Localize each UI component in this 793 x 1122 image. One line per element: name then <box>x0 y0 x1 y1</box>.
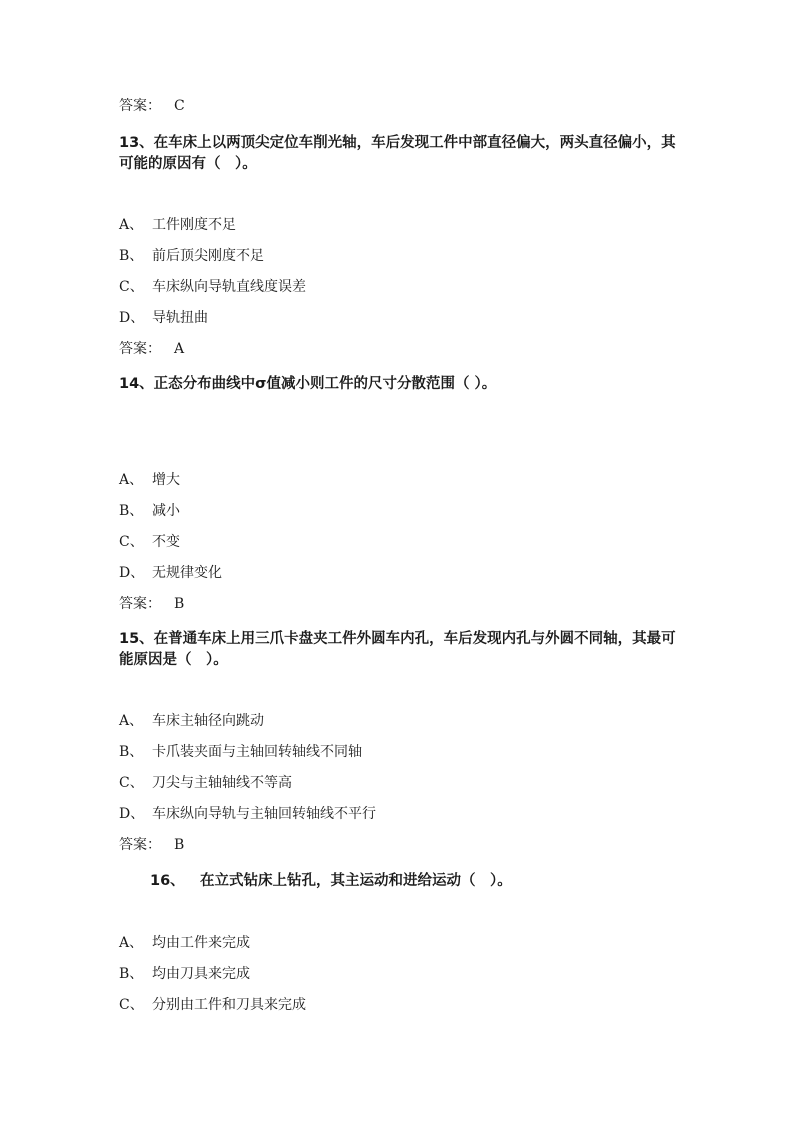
answer-label: 答案： <box>119 596 161 612</box>
option-text: 工件刚度不足 <box>152 217 236 233</box>
option-letter: A、 <box>119 472 144 488</box>
option-text: 刀尖与主轴轴线不等高 <box>152 775 292 791</box>
option-text: 车床纵向导轨直线度误差 <box>152 279 306 295</box>
option-letter: B、 <box>119 744 144 760</box>
question-13: 13、在车床上以两顶尖定位车削光轴，车后发现工件中部直径偏大，两头直径偏小，其可能的原因有（ ）。 <box>119 135 676 172</box>
question-number: 16、 <box>150 873 185 889</box>
q14-option-a <box>119 470 180 490</box>
option-text: 减小 <box>152 503 180 519</box>
answer-value: C <box>174 98 185 114</box>
option-letter: A、 <box>119 713 144 729</box>
option-text: 卡爪装夹面与主轴回转轴线不同轴 <box>152 744 362 760</box>
option-text: 不变 <box>152 534 180 550</box>
q16-option-a <box>119 933 250 953</box>
option-text: 均由刀具来完成 <box>152 966 250 982</box>
option-letter: D、 <box>119 565 145 581</box>
q16-option-c <box>119 995 306 1015</box>
answer-value: B <box>174 596 185 612</box>
q14-option-b <box>119 501 180 521</box>
q15-option-a <box>119 711 264 731</box>
q14-option-d <box>119 563 222 583</box>
q13-option-d <box>119 308 208 328</box>
option-letter: C、 <box>119 997 144 1013</box>
option-letter: B、 <box>119 248 144 264</box>
answer-label: 答案： <box>119 341 161 357</box>
q15-option-c <box>119 773 292 793</box>
answer-line-13 <box>119 339 184 359</box>
option-letter: C、 <box>119 775 144 791</box>
option-letter: C、 <box>119 279 144 295</box>
q14-option-c <box>119 532 180 552</box>
option-letter: B、 <box>119 503 144 519</box>
option-text: 导轨扭曲 <box>152 310 208 326</box>
option-text: 分别由工件和刀具来完成 <box>152 997 306 1013</box>
option-letter: D、 <box>119 806 145 822</box>
q15-option-d <box>119 804 376 824</box>
q13-option-c <box>119 277 306 297</box>
answer-value: A <box>174 341 185 357</box>
answer-value: B <box>174 837 185 853</box>
answer-label: 答案： <box>119 98 161 114</box>
option-text: 前后顶尖刚度不足 <box>152 248 264 264</box>
q15-option-b <box>119 742 362 762</box>
q13-option-b <box>119 246 264 266</box>
q16-option-b <box>119 964 250 984</box>
option-text: 均由工件来完成 <box>152 935 250 951</box>
option-letter: A、 <box>119 217 144 233</box>
answer-label: 答案： <box>119 837 161 853</box>
option-text: 无规律变化 <box>152 565 222 581</box>
option-text: 增大 <box>152 472 180 488</box>
option-letter: C、 <box>119 534 144 550</box>
option-text: 车床主轴径向跳动 <box>152 713 264 729</box>
option-letter: D、 <box>119 310 145 326</box>
q13-option-a <box>119 215 236 235</box>
question-text: 在立式钻床上钻孔，其主运动和进给运动（ ）。 <box>200 873 512 889</box>
answer-line-12 <box>119 96 185 116</box>
option-letter: B、 <box>119 966 144 982</box>
question-15: 15、在普通车床上用三爪卡盘夹工件外圆车内孔，车后发现内孔与外圆不同轴，其最可能原因是（ ）。 <box>119 631 676 668</box>
answer-line-15 <box>119 835 184 855</box>
question-14: 14、正态分布曲线中σ值减小则工件的尺寸分散范围（ ）。 <box>119 376 497 392</box>
question-16 <box>150 871 710 892</box>
option-letter: A、 <box>119 935 144 951</box>
answer-line-14 <box>119 594 184 614</box>
option-text: 车床纵向导轨与主轴回转轴线不平行 <box>152 806 376 822</box>
